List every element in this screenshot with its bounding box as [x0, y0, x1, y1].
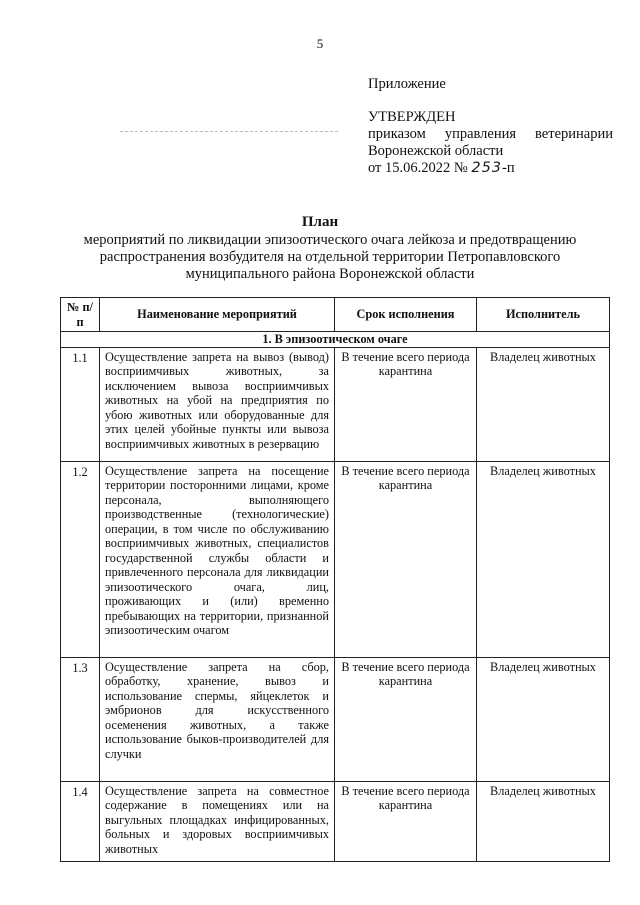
row-term: В течение всего периода карантина: [335, 461, 477, 657]
row-executor: Владелец животных: [477, 781, 610, 861]
row-term: В течение всего периода карантина: [335, 781, 477, 861]
table-header-row: [61, 298, 610, 332]
plan-table: [60, 297, 610, 862]
header-num: № п/п: [61, 298, 100, 332]
approved-label: УТВЕРЖДЕН: [368, 109, 456, 125]
header-executor: Исполнитель: [477, 298, 610, 332]
row-term: В течение всего периода карантина: [335, 347, 477, 461]
row-executor: Владелец животных: [477, 347, 610, 461]
dashed-divider: [120, 131, 338, 132]
row-executor: Владелец животных: [477, 657, 610, 781]
row-executor: Владелец животных: [477, 461, 610, 657]
approval-block: [368, 76, 613, 177]
table-row: [61, 657, 610, 781]
order-date-line: [368, 160, 613, 177]
header-term: Срок исполнения: [335, 298, 477, 332]
order-date: от 15.06.2022 №: [368, 160, 468, 176]
table-row: [61, 781, 610, 861]
table-row: [61, 461, 610, 657]
section-title: 1. В эпизоотическом очаге: [61, 332, 610, 348]
row-num: 1.4: [61, 781, 100, 861]
row-name: Осуществление запрета на совместное содержание в помещениях или на выгульных площадках инфицированных, больных и здоровых восприимчивых животных: [100, 781, 335, 861]
order-line-2: Воронежской области: [368, 143, 504, 159]
section-row: [61, 332, 610, 348]
row-num: 1.3: [61, 657, 100, 781]
row-name: Осуществление запрета на сбор, обработку, хранение, вывоз и использование спермы, яйцеклеток и эмбрионов для искусственного осеменения животных, а также использование быков-производителей для случки: [100, 657, 335, 781]
row-name: Осуществление запрета на посещение территории посторонними лицами, кроме персонала, выполняющего производственные (технологические) операции, в том числе по обслуживанию восприимчивых животных, специалистов государственной службы области и привлеченного персонала для ликвидации эпизоотического очага, лиц, проживающих и (или) временно пребывающих на территории, признанной эпизоотическим очагом: [100, 461, 335, 657]
row-term: В течение всего периода карантина: [335, 657, 477, 781]
header-name: Наименование мероприятий: [100, 298, 335, 332]
order-suffix: -п: [502, 160, 515, 176]
table-row: [61, 347, 610, 461]
row-name: Осуществление запрета на вывоз (вывод) восприимчивых животных, за исключением вывоза восприимчивых животных на убой на предприятия по убою животных или оборудованные для этих целей убойные пункты или вывоза восприимчивых животных в резервацию: [100, 347, 335, 461]
row-num: 1.1: [61, 347, 100, 461]
order-number-handwritten: 253: [471, 160, 503, 176]
plan-title: План: [301, 214, 339, 230]
plan-subtitle: мероприятий по ликвидации эпизоотического очага лейкоза и предотвращению распространения возбудителя на отдельной территории Петропавловского муниципального района Воронежской области: [83, 232, 577, 282]
order-line-1: приказом управления ветеринарии: [368, 126, 613, 142]
row-num: 1.2: [61, 461, 100, 657]
appendix-label: Приложение: [368, 76, 446, 92]
page-number: 5: [316, 36, 324, 51]
